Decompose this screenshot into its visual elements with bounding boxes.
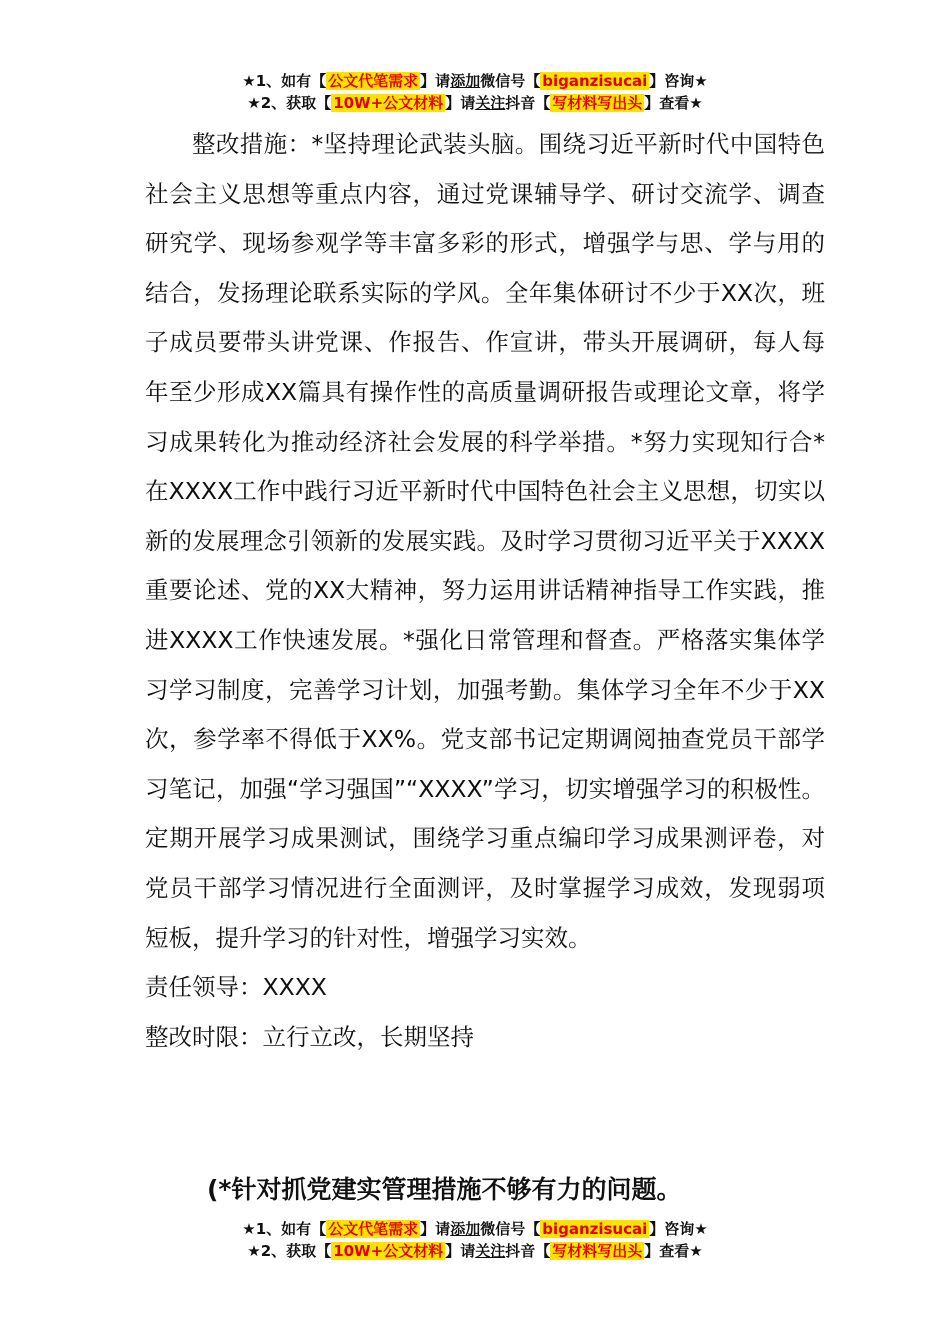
banner-text: 】请: [445, 94, 476, 112]
banner-text: 微信号【: [480, 72, 541, 90]
highlight-materials-text: 10W+公文材料: [333, 1242, 444, 1260]
responsible-leader-line: 责任领导：XXXX: [145, 973, 327, 1002]
banner-text: 】查看★: [644, 1242, 703, 1260]
banner-text: 】咨询★: [649, 1220, 708, 1238]
banner-text: 微信号【: [480, 1220, 541, 1238]
rectification-measures-paragraph: 整改措施：*坚持理论武装头脑。围绕习近平新时代中国特色社会主义思想等重点内容，通过党课辅导学、研讨交流学、调查研究学、现场参观学等丰富多彩的形式，增强学与思、学与用的结合，发扬理论联系实际的学风。全年集体研讨不少于XX次，班子成员要带头讲党课、作报告、作宣讲，带头开展调研，每人每年至少形成XX篇具有操作性的高质量调研报告或理论文章，将学习成果转化为推动经济社会发展的科学举措。*努力实现知行合*在XXXX工作中践行习近平新时代中国特色社会主义思想，切实以新的发展理念引领新的发展实践。及时学习贯彻习近平关于XXXX重要论述、党的XX大精神，努力运用讲话精神指导工作实践，推进XXXX工作快速发展。*强化日常管理和督查。严格落实集体学习学习制度，完善学习计划，加强考勤。集体学习全年不少于XX次，参学率不得低于XX%。党支部书记定期调阅抽查党员干部学习笔记，加强“学习强国”“XXXX”学习，切实增强学习的积极性。定期开展学习成果测试，围绕学习重点编印学习成果测评卷，对党员干部学习情况进行全面测评，及时掌握学习成效，发现弱项短板，提升学习的针对性，增强学习实效。: [145, 130, 825, 952]
banner-text: 】请: [420, 1220, 451, 1238]
document-body: [145, 120, 825, 1062]
banner-text: ★2、获取【: [247, 1242, 332, 1260]
header-banner-line-1: [0, 70, 950, 92]
banner-text: 】咨询★: [649, 72, 708, 90]
banner-text: 】请: [445, 1242, 476, 1260]
highlight-wechat-id: biganzisucai: [542, 1220, 648, 1238]
underlined-text: 关注: [475, 94, 506, 112]
header-banner: [0, 70, 950, 114]
banner-text: 抖音【: [505, 94, 551, 112]
highlight-service-text: 公文代笔需求: [328, 72, 419, 90]
banner-text: 】请: [420, 72, 451, 90]
highlight-douyin-id: 写材料写出头: [552, 1242, 643, 1260]
banner-text: ★1、如有【: [242, 1220, 327, 1238]
underlined-text: 添加: [450, 1220, 481, 1238]
header-banner-line-2: [0, 92, 950, 114]
banner-text: 抖音【: [505, 1242, 551, 1260]
footer-banner: [0, 1218, 950, 1262]
highlight-service-text: 公文代笔需求: [328, 1220, 419, 1238]
highlight-wechat-id: biganzisucai: [542, 72, 648, 90]
section-heading: (*针对抓党建实管理措施不够有力的问题。: [207, 1175, 682, 1204]
highlight-materials-text: 10W+公文材料: [333, 94, 444, 112]
banner-text: ★1、如有【: [242, 72, 327, 90]
underlined-text: 添加: [450, 72, 481, 90]
underlined-text: 关注: [475, 1242, 506, 1260]
deadline-line: 整改时限：立行立改，长期坚持: [145, 1022, 474, 1051]
footer-banner-line-2: [0, 1240, 950, 1262]
banner-text: 】查看★: [644, 94, 703, 112]
highlight-douyin-id: 写材料写出头: [552, 94, 643, 112]
footer-banner-line-1: [0, 1218, 950, 1240]
banner-text: ★2、获取【: [247, 94, 332, 112]
